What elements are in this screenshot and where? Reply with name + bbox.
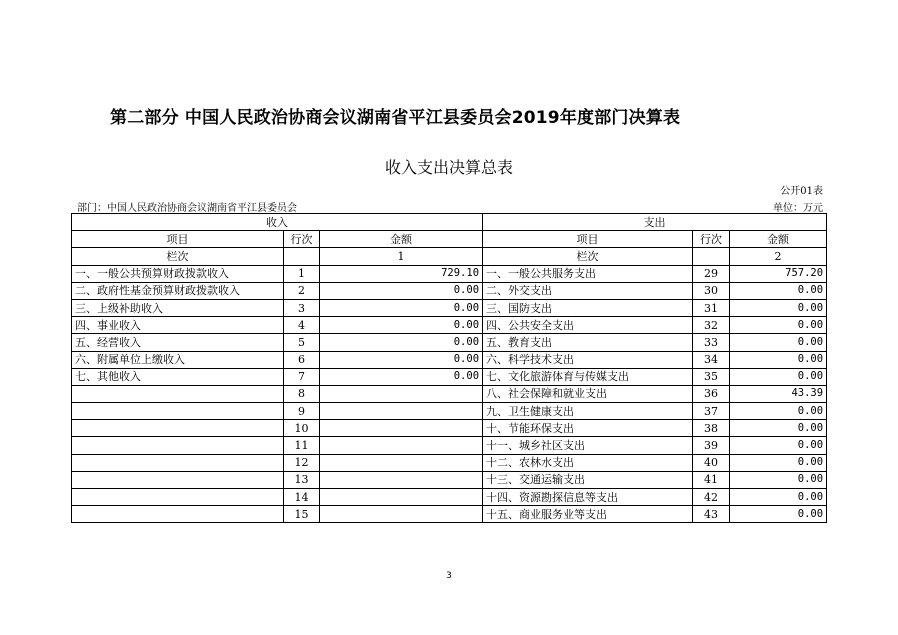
expense-amount-cell: 0.00 (730, 420, 827, 437)
table-row (72, 420, 827, 437)
income-item-cell (72, 403, 284, 420)
expense-item-cell: 十四、资源勘探信息等支出 (483, 489, 693, 506)
expense-row-no-header: 行次 (693, 231, 730, 248)
expense-index-blank (693, 248, 730, 265)
expense-amount-cell: 0.00 (730, 334, 827, 351)
expense-amount-cell: 0.00 (730, 506, 827, 523)
group-header-row (72, 214, 827, 231)
page-number: 3 (446, 571, 452, 581)
table-title: 收入支出决算总表 (384, 158, 513, 177)
income-row-no-cell: 10 (284, 420, 320, 437)
income-amount-cell: 0.00 (320, 317, 483, 334)
expense-row-no-cell: 40 (693, 454, 730, 471)
table-row (72, 454, 827, 471)
form-number: 公开01表 (780, 186, 823, 197)
income-item-cell (72, 454, 284, 471)
expense-item-header: 项目 (483, 231, 693, 248)
income-amount-cell: 729.10 (320, 265, 483, 282)
part-title: 第二部分 中国人民政治协商会议湖南省平江县委员会2019年度部门决算表 (110, 108, 681, 128)
expense-item-cell: 三、国防支出 (483, 299, 693, 316)
table-row (72, 385, 827, 402)
expense-amount-cell: 0.00 (730, 489, 827, 506)
expense-item-cell: 六、科学技术支出 (483, 351, 693, 368)
expense-amount-cell: 0.00 (730, 317, 827, 334)
income-item-cell: 二、政府性基金预算财政拨款收入 (72, 282, 284, 299)
expense-amount-cell: 0.00 (730, 454, 827, 471)
income-item-cell: 七、其他收入 (72, 368, 284, 385)
expense-amount-header: 金额 (730, 231, 827, 248)
income-index-label: 栏次 (72, 248, 284, 265)
expense-item-cell: 八、社会保障和就业支出 (483, 385, 693, 402)
expense-item-cell: 四、公共安全支出 (483, 317, 693, 334)
income-row-no-cell: 15 (284, 506, 320, 523)
income-amount-cell (320, 471, 483, 488)
income-amount-cell (320, 454, 483, 471)
expense-row-no-cell: 30 (693, 282, 730, 299)
table-row (72, 368, 827, 385)
income-item-cell: 三、上级补助收入 (72, 299, 284, 316)
expense-amount-cell: 43.39 (730, 385, 827, 402)
table-row (72, 471, 827, 488)
expense-row-no-cell: 35 (693, 368, 730, 385)
column-index-row (72, 248, 827, 265)
expense-item-cell: 二、外交支出 (483, 282, 693, 299)
budget-summary-table (71, 213, 827, 523)
income-row-no-cell: 14 (284, 489, 320, 506)
income-row-no-cell: 2 (284, 282, 320, 299)
income-amount-cell (320, 403, 483, 420)
table-row (72, 299, 827, 316)
expense-item-cell: 七、文化旅游体育与传媒支出 (483, 368, 693, 385)
income-amount-cell: 0.00 (320, 368, 483, 385)
table-row (72, 489, 827, 506)
expense-amount-cell: 0.00 (730, 437, 827, 454)
expense-index-value: 2 (730, 248, 827, 265)
expense-item-cell: 十五、商业服务业等支出 (483, 506, 693, 523)
income-row-no-cell: 1 (284, 265, 320, 282)
income-index-value: 1 (320, 248, 483, 265)
income-group-header: 收入 (72, 214, 483, 231)
income-item-cell: 一、一般公共预算财政拨款收入 (72, 265, 284, 282)
income-index-blank (284, 248, 320, 265)
expense-index-label: 栏次 (483, 248, 693, 265)
expense-row-no-cell: 31 (693, 299, 730, 316)
table-row (72, 506, 827, 523)
income-item-cell: 六、附属单位上缴收入 (72, 351, 284, 368)
column-header-row (72, 231, 827, 248)
expense-item-cell: 五、教育支出 (483, 334, 693, 351)
expense-group-header: 支出 (483, 214, 827, 231)
expense-item-cell: 一、一般公共服务支出 (483, 265, 693, 282)
income-amount-header: 金额 (320, 231, 483, 248)
income-row-no-cell: 11 (284, 437, 320, 454)
income-item-cell (72, 471, 284, 488)
income-row-no-cell: 8 (284, 385, 320, 402)
expense-row-no-cell: 41 (693, 471, 730, 488)
income-row-no-cell: 7 (284, 368, 320, 385)
table-row (72, 334, 827, 351)
unit-label: 单位：万元 (773, 203, 823, 214)
expense-row-no-cell: 38 (693, 420, 730, 437)
income-amount-cell: 0.00 (320, 351, 483, 368)
expense-row-no-cell: 32 (693, 317, 730, 334)
income-item-cell (72, 385, 284, 402)
table-row (72, 265, 827, 282)
income-row-no-header: 行次 (284, 231, 320, 248)
expense-row-no-cell: 34 (693, 351, 730, 368)
table-row (72, 282, 827, 299)
expense-row-no-cell: 42 (693, 489, 730, 506)
expense-amount-cell: 0.00 (730, 368, 827, 385)
expense-amount-cell: 0.00 (730, 471, 827, 488)
income-amount-cell (320, 506, 483, 523)
income-amount-cell (320, 437, 483, 454)
income-item-cell (72, 506, 284, 523)
income-item-cell (72, 420, 284, 437)
income-item-header: 项目 (72, 231, 284, 248)
expense-amount-cell: 0.00 (730, 351, 827, 368)
expense-amount-cell: 757.20 (730, 265, 827, 282)
expense-row-no-cell: 33 (693, 334, 730, 351)
income-amount-cell (320, 420, 483, 437)
expense-amount-cell: 0.00 (730, 282, 827, 299)
income-item-cell: 五、经营收入 (72, 334, 284, 351)
expense-amount-cell: 0.00 (730, 403, 827, 420)
expense-item-cell: 十一、城乡社区支出 (483, 437, 693, 454)
expense-row-no-cell: 43 (693, 506, 730, 523)
income-row-no-cell: 5 (284, 334, 320, 351)
income-item-cell (72, 437, 284, 454)
expense-row-no-cell: 29 (693, 265, 730, 282)
expense-amount-cell: 0.00 (730, 299, 827, 316)
expense-row-no-cell: 37 (693, 403, 730, 420)
table-row (72, 403, 827, 420)
income-item-cell: 四、事业收入 (72, 317, 284, 334)
income-item-cell (72, 489, 284, 506)
expense-row-no-cell: 39 (693, 437, 730, 454)
expense-item-cell: 九、卫生健康支出 (483, 403, 693, 420)
table-row (72, 437, 827, 454)
department-label: 部门：中国人民政治协商会议湖南省平江县委员会 (77, 203, 297, 214)
income-row-no-cell: 4 (284, 317, 320, 334)
expense-item-cell: 十二、农林水支出 (483, 454, 693, 471)
table-row (72, 317, 827, 334)
income-row-no-cell: 6 (284, 351, 320, 368)
income-row-no-cell: 9 (284, 403, 320, 420)
expense-item-cell: 十、节能环保支出 (483, 420, 693, 437)
income-amount-cell: 0.00 (320, 282, 483, 299)
income-row-no-cell: 3 (284, 299, 320, 316)
table-row (72, 351, 827, 368)
income-row-no-cell: 12 (284, 454, 320, 471)
income-amount-cell: 0.00 (320, 334, 483, 351)
income-amount-cell: 0.00 (320, 299, 483, 316)
income-row-no-cell: 13 (284, 471, 320, 488)
income-amount-cell (320, 489, 483, 506)
income-amount-cell (320, 385, 483, 402)
expense-item-cell: 十三、交通运输支出 (483, 471, 693, 488)
expense-row-no-cell: 36 (693, 385, 730, 402)
